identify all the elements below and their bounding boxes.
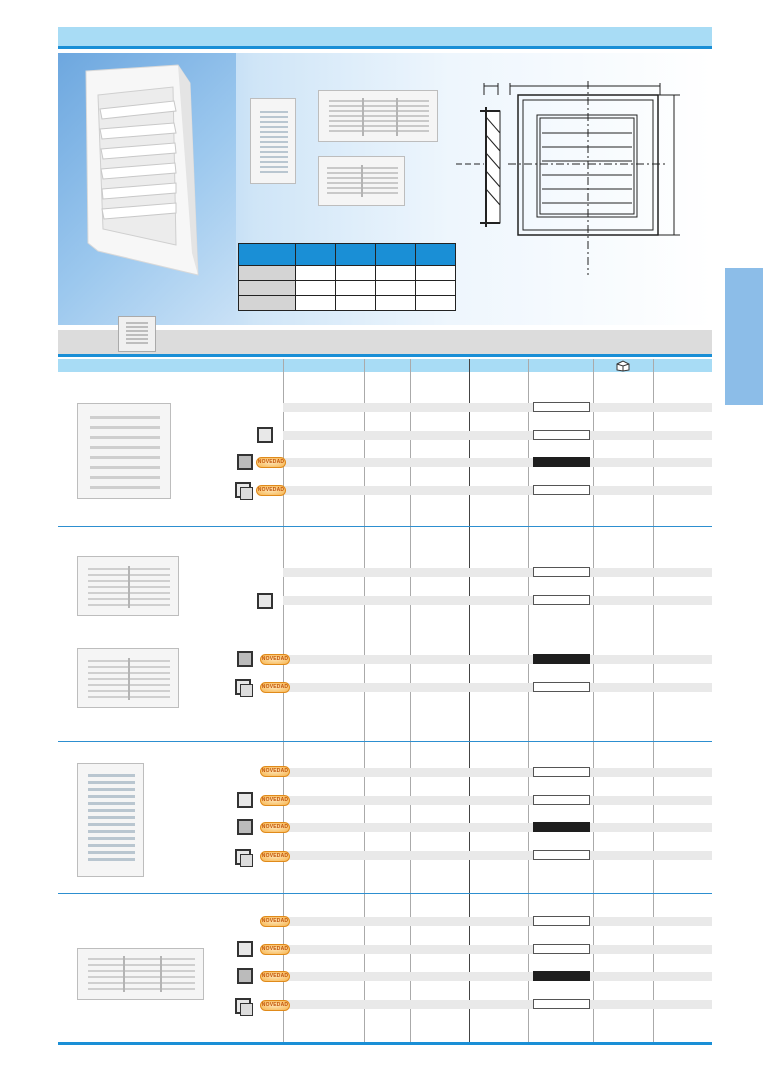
square-frame-icon [237,941,253,957]
table-row [283,823,712,832]
table-row [283,683,712,692]
color-swatch-white [533,795,590,805]
novedad-badge: NOVEDAD [260,944,290,955]
product-image-long [77,948,204,1000]
table-row [283,655,712,664]
product-image-small [318,156,405,206]
color-swatch-white [533,850,590,860]
product-image-vertical [250,98,296,184]
color-swatch-black [533,457,590,467]
square-frame-icon [257,427,273,443]
louvre-grille-photo [58,53,236,325]
page-header-rule [58,46,712,49]
section-thumbnail [118,316,156,352]
table-row [283,458,712,467]
novedad-badge: NOVEDAD [260,971,290,982]
novedad-badge: NOVEDAD [260,1000,290,1011]
color-swatch-black [533,971,590,981]
square-frame-icon [237,651,253,667]
hero-panel [58,53,712,325]
double-frame-icon [235,482,251,498]
color-swatch-white [533,595,590,605]
novedad-badge: NOVEDAD [260,682,290,693]
page-header-band [58,27,712,46]
double-frame-icon [235,849,251,865]
product-image-wide [318,90,438,142]
technical-drawing [448,75,708,305]
table-row [283,403,712,412]
section-side-tab[interactable] [725,268,763,405]
novedad-badge: NOVEDAD [256,457,286,468]
novedad-badge: NOVEDAD [260,654,290,665]
table-row [283,945,712,954]
color-swatch-white [533,944,590,954]
novedad-badge: NOVEDAD [256,485,286,496]
color-swatch-white [533,999,590,1009]
color-swatch-black [533,822,590,832]
table-row [283,972,712,981]
double-frame-icon [235,998,251,1014]
square-frame-icon [237,792,253,808]
table-row [283,768,712,777]
table-header-band [58,359,712,372]
square-frame-icon [237,819,253,835]
dimensions-table [238,243,456,311]
table-row [283,596,712,605]
color-swatch-black [533,654,590,664]
color-swatch-white [533,682,590,692]
square-frame-icon [237,454,253,470]
table-row [283,796,712,805]
section-title-bar [58,330,712,354]
table-row [283,917,712,926]
double-frame-icon [235,679,251,695]
product-image-rect [77,556,179,616]
color-swatch-white [533,916,590,926]
novedad-badge: NOVEDAD [260,851,290,862]
square-frame-icon [237,968,253,984]
group-separator [58,893,712,894]
table-row [283,1000,712,1009]
page-footer-rule [58,1042,712,1045]
product-image-vertical [77,763,144,877]
group-separator [58,526,712,527]
table-row [283,568,712,577]
hero-product-photo [58,53,236,325]
package-icon [616,360,630,372]
novedad-badge: NOVEDAD [260,795,290,806]
color-swatch-white [533,767,590,777]
table-row [283,486,712,495]
color-swatch-white [533,430,590,440]
color-swatch-white [533,485,590,495]
section-title-rule [58,354,712,357]
square-frame-icon [257,593,273,609]
novedad-badge: NOVEDAD [260,822,290,833]
novedad-badge: NOVEDAD [260,916,290,927]
product-image-rect [77,648,179,708]
group-separator [58,741,712,742]
novedad-badge: NOVEDAD [260,766,290,777]
product-image-square [77,403,171,499]
color-swatch-white [533,402,590,412]
table-row [283,851,712,860]
color-swatch-white [533,567,590,577]
table-row [283,431,712,440]
